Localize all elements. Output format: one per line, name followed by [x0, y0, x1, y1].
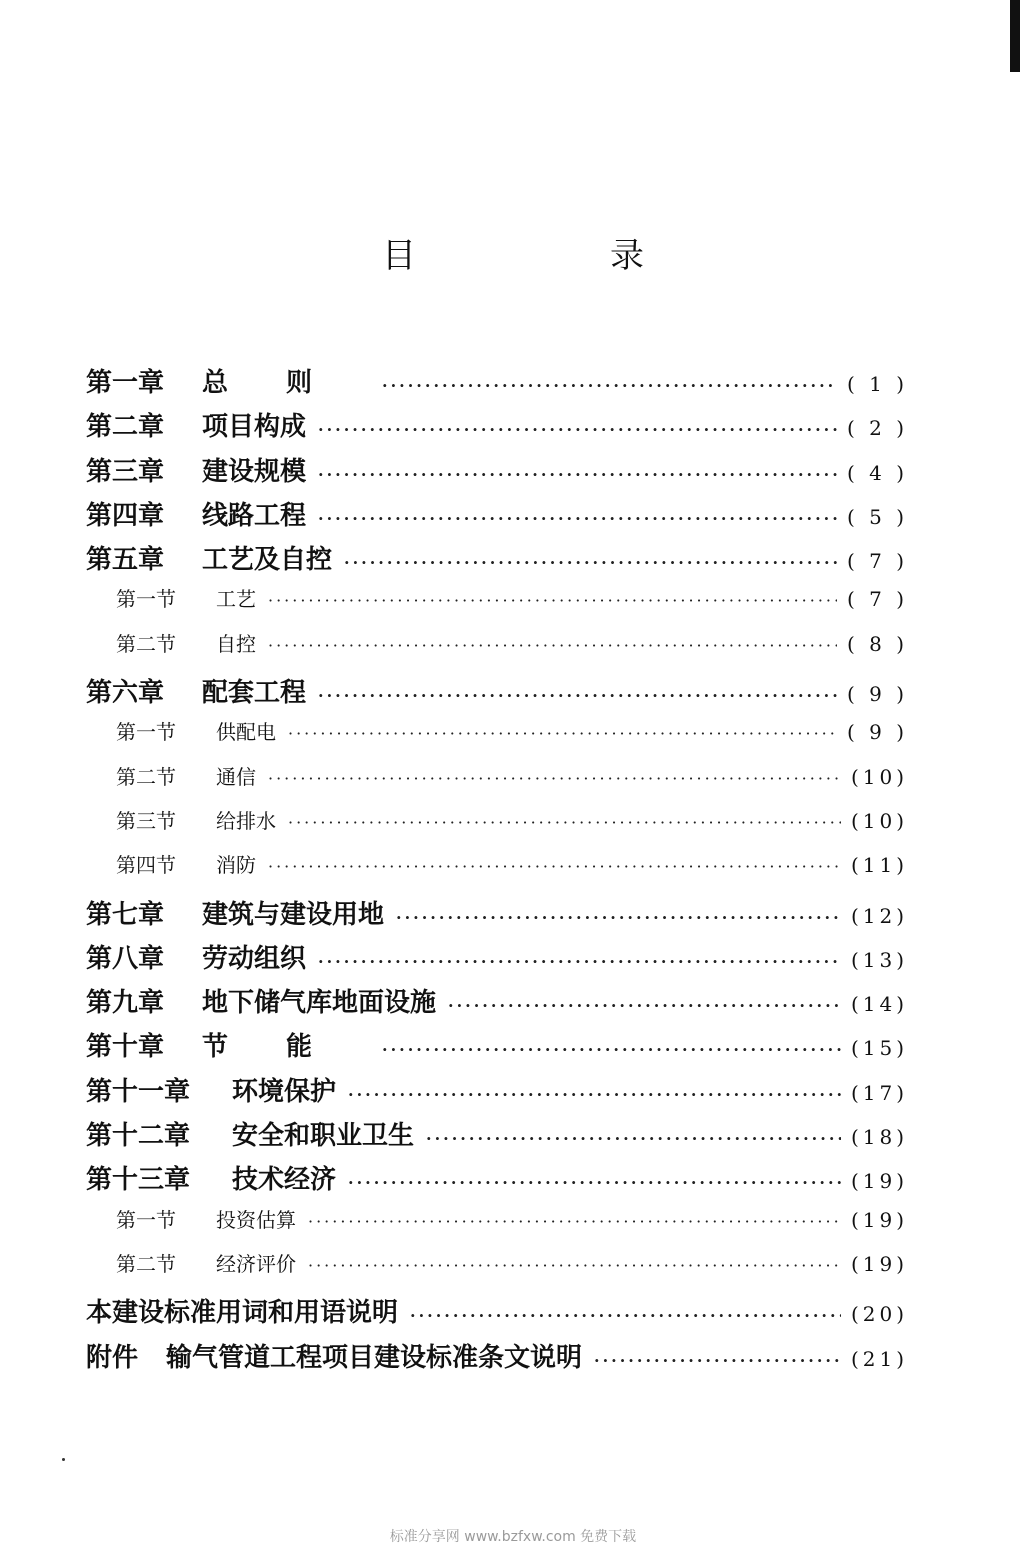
- toc-dot-leader: [268, 769, 841, 788]
- toc-entry-title: 节能: [202, 1032, 371, 1063]
- toc-entry-title: 通信: [216, 764, 256, 789]
- toc-dot-leader: [318, 420, 837, 439]
- toc-dot-leader: [410, 1306, 841, 1325]
- toc-entry-number: 第十一章: [86, 1076, 191, 1107]
- toc-entry-page: ( 4 ): [846, 460, 908, 485]
- toc-dot-leader: [288, 813, 841, 832]
- toc-entry-number: 第十三章: [86, 1165, 191, 1196]
- toc-entry-title: 输气管道工程项目建设标准条文说明: [166, 1342, 583, 1373]
- toc-entry-title: 投资估算: [216, 1207, 296, 1232]
- toc-dot-leader: [594, 1351, 841, 1370]
- toc-dot-leader: [382, 1040, 841, 1059]
- toc-entry-title: 线路工程: [202, 500, 307, 531]
- toc-entry[interactable]: [86, 805, 908, 849]
- page-edge-bar: [1010, 0, 1020, 72]
- toc-entry-title: 本建设标准用词和用语说明: [86, 1298, 399, 1329]
- page-title: 目 录: [382, 236, 724, 276]
- toc-entry-number: 第二节: [116, 764, 176, 789]
- toc-dot-leader: [318, 509, 837, 528]
- toc-entry[interactable]: [86, 495, 908, 539]
- toc-dot-leader: [382, 376, 837, 395]
- scan-speck: [62, 1458, 65, 1461]
- toc-entry[interactable]: [86, 1071, 908, 1115]
- toc-entry-page: (13): [850, 947, 908, 972]
- toc-dot-leader: [396, 908, 841, 927]
- toc-entry-number: 第六章: [86, 678, 165, 709]
- toc-entry[interactable]: [86, 539, 908, 583]
- toc-entry-page: (19): [850, 1169, 908, 1194]
- toc-entry[interactable]: [86, 451, 908, 495]
- toc-dot-leader: [318, 465, 837, 484]
- toc-entry-number: 第二节: [116, 1251, 176, 1276]
- toc-entry-title: 项目构成: [202, 412, 307, 443]
- toc-entry-title: 工艺: [216, 587, 256, 612]
- toc-entry[interactable]: [86, 362, 908, 406]
- toc-entry-title: 建筑与建设用地: [202, 899, 385, 930]
- toc-entry-title: 自控: [216, 631, 256, 656]
- toc-dot-leader: [308, 1256, 841, 1275]
- toc-dot-leader: [268, 857, 841, 876]
- toc-entry-page: (15): [850, 1036, 908, 1061]
- toc-entry-title: 地下储气库地面设施: [202, 988, 437, 1019]
- toc-entry-title: 建设规模: [202, 456, 307, 487]
- toc-entry[interactable]: [86, 406, 908, 450]
- toc-entry-page: (19): [850, 1207, 908, 1232]
- toc-entry-title: 供配电: [216, 720, 276, 745]
- toc-entry[interactable]: [86, 894, 908, 938]
- toc-entry-number: 附件: [86, 1342, 139, 1373]
- toc-entry-title: 消防: [216, 853, 256, 878]
- toc-entry-page: (17): [850, 1080, 908, 1105]
- toc-entry[interactable]: [86, 938, 908, 982]
- toc-entry-page: (10): [850, 808, 908, 833]
- toc-entry-page: ( 9 ): [846, 720, 908, 745]
- toc-entry-title: 环境保护: [232, 1076, 337, 1107]
- toc-entry-page: ( 9 ): [846, 682, 908, 707]
- toc-entry-page: (12): [850, 903, 908, 928]
- toc-entry[interactable]: [86, 1115, 908, 1159]
- toc-dot-leader: [318, 952, 841, 971]
- toc-entry-number: 第三章: [86, 456, 165, 487]
- toc-entry-number: 第九章: [86, 988, 165, 1019]
- toc-entry-number: 第一节: [116, 587, 176, 612]
- toc-entry-title: 劳动组织: [202, 943, 307, 974]
- toc-entry-page: ( 1 ): [846, 372, 908, 396]
- toc-entry-title: 配套工程: [202, 678, 307, 709]
- toc-entry-number: 第四节: [116, 853, 176, 878]
- toc-dot-leader: [348, 1173, 841, 1192]
- toc-entry[interactable]: [86, 1248, 908, 1292]
- toc-entry-number: 第十章: [86, 1032, 165, 1063]
- toc-entry[interactable]: [86, 716, 908, 760]
- toc-entry-number: 第八章: [86, 943, 165, 974]
- toc-entry[interactable]: [86, 583, 908, 627]
- toc-dot-leader: [288, 724, 837, 743]
- toc-entry-page: (20): [850, 1302, 908, 1327]
- toc-entry-number: 第二节: [116, 631, 176, 656]
- toc-dot-leader: [268, 636, 837, 655]
- toc-entry[interactable]: [86, 672, 908, 716]
- toc-entry[interactable]: [86, 1292, 908, 1336]
- toc-entry-number: 第五章: [86, 545, 165, 576]
- toc-entry[interactable]: [86, 1337, 908, 1381]
- toc-entry[interactable]: [86, 849, 908, 893]
- toc-entry-title: 工艺及自控: [202, 545, 333, 576]
- toc-entry-page: (21): [850, 1346, 908, 1371]
- toc-entry-number: 第二章: [86, 412, 165, 443]
- toc-entry-title: 给排水: [216, 808, 276, 833]
- toc-entry-number: 第一节: [116, 1207, 176, 1232]
- toc-entry[interactable]: [86, 1159, 908, 1203]
- toc-entry[interactable]: [86, 1026, 908, 1070]
- toc-entry-number: 第一节: [116, 720, 176, 745]
- toc-entry-page: ( 8 ): [846, 631, 908, 656]
- toc-dot-leader: [268, 591, 837, 610]
- toc-entry-number: 第七章: [86, 899, 165, 930]
- toc-entry-number: 第一章: [86, 368, 165, 398]
- toc-dot-leader: [426, 1129, 841, 1148]
- toc-entry-title: 总则: [202, 368, 371, 398]
- toc-entry-page: ( 5 ): [846, 504, 908, 529]
- toc-dot-leader: [308, 1212, 841, 1231]
- toc-entry[interactable]: [86, 1204, 908, 1248]
- toc-entry-title: 经济评价: [216, 1251, 296, 1276]
- toc-entry-title: 技术经济: [232, 1165, 337, 1196]
- toc-dot-leader: [448, 996, 841, 1015]
- table-of-contents: [86, 362, 908, 1381]
- watermark-footer: 标准分享网 www.bzfxw.com 免费下载: [389, 1529, 637, 1545]
- toc-entry-page: ( 7 ): [846, 587, 908, 612]
- toc-entry-number: 第四章: [86, 500, 165, 531]
- toc-entry[interactable]: [86, 628, 908, 672]
- toc-entry-page: (11): [850, 853, 908, 878]
- toc-entry-number: 第三节: [116, 808, 176, 833]
- toc-dot-leader: [344, 553, 837, 572]
- toc-entry-title: 安全和职业卫生: [232, 1121, 415, 1152]
- toc-entry-page: ( 2 ): [846, 416, 908, 441]
- toc-entry-page: (18): [850, 1125, 908, 1150]
- toc-entry-page: (14): [850, 992, 908, 1017]
- toc-entry[interactable]: [86, 761, 908, 805]
- toc-dot-leader: [348, 1085, 841, 1104]
- toc-entry-page: (10): [850, 764, 908, 789]
- toc-dot-leader: [318, 686, 837, 705]
- toc-entry[interactable]: [86, 982, 908, 1026]
- toc-entry-page: ( 7 ): [846, 549, 908, 574]
- toc-entry-number: 第十二章: [86, 1121, 191, 1152]
- toc-entry-page: (19): [850, 1251, 908, 1276]
